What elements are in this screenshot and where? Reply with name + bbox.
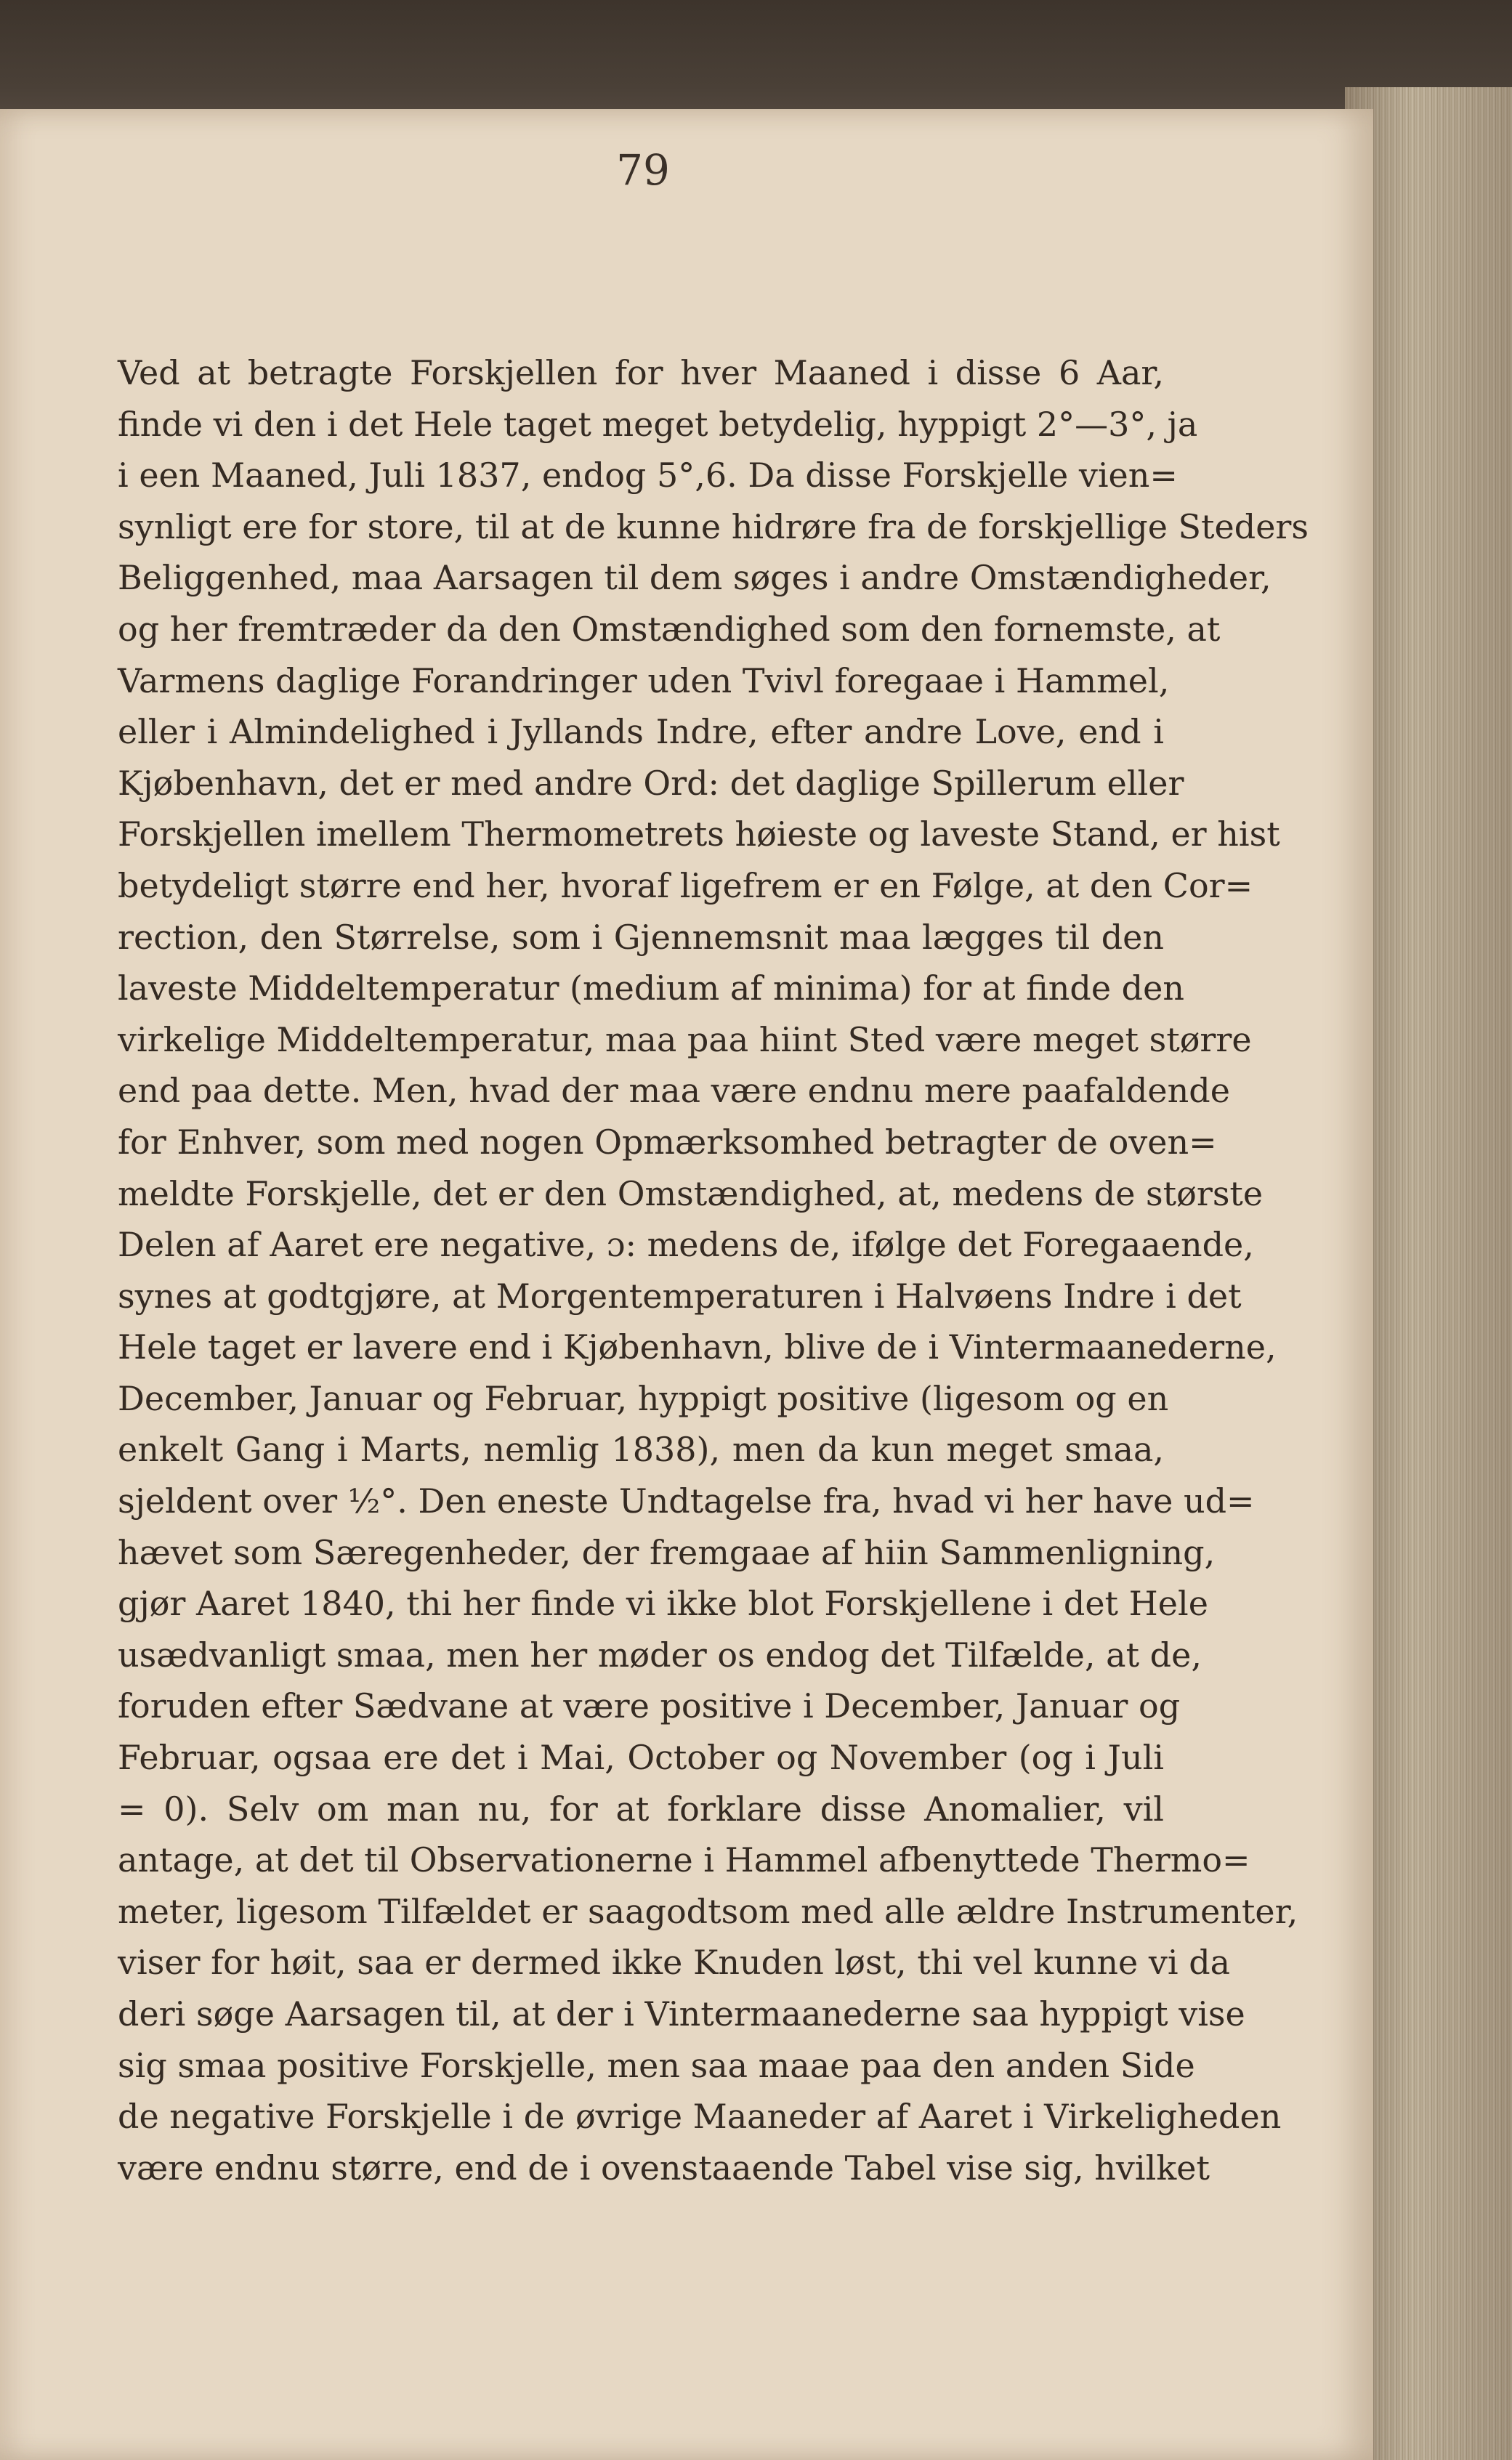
text-line: = 0). Selv om man nu, for at forklare disse Anomalier, vil: [118, 1789, 1164, 1829]
text-line: usædvanligt smaa, men her møder os endog det Tilfælde, at de,: [118, 1635, 1202, 1675]
body-text: [118, 347, 1309, 2193]
text-line: rection, den Størrelse, som i Gjennemsnit maa lægges til den: [118, 917, 1164, 957]
page-number: 79: [616, 145, 670, 195]
text-line: for Enhver, som med nogen Opmærksomhed betragter de oven=: [118, 1122, 1217, 1162]
text-line: og her fremtræder da den Omstændighed som den fornemste, at: [118, 609, 1221, 649]
text-line: Februar, ogsaa ere det i Mai, October og November (og i Juli: [118, 1738, 1164, 1778]
text-line: antage, at det til Observationerne i Hammel afbenyttede Thermo=: [118, 1840, 1250, 1880]
text-line: eller i Almindelighed i Jyllands Indre, efter andre Love, end i: [118, 712, 1164, 752]
text-line: synligt ere for store, til at de kunne hidrøre fra de forskjellige Steders: [118, 506, 1309, 546]
text-line: meter, ligesom Tilfældet er saagodtsom med alle ældre Instrumenter,: [118, 1891, 1298, 1931]
text-line: i een Maaned, Juli 1837, endog 5°,6. Da disse Forskjelle vien=: [118, 456, 1178, 495]
text-line: Varmens daglige Forandringer uden Tvivl foregaae i Hammel,: [118, 660, 1170, 700]
text-line: hævet som Særegenheder, der fremgaae af hiin Sammenligning,: [118, 1532, 1216, 1572]
text-line: de negative Forskjelle i de øvrige Maaneder af Aaret i Virkeligheden: [118, 2097, 1282, 2137]
text-line: gjør Aaret 1840, thi her finde vi ikke blot Forskjellene i det Hele: [118, 1584, 1208, 1624]
text-line: være endnu større, end de i ovenstaaende Tabel vise sig, hvilket: [118, 2148, 1210, 2188]
text-line: foruden efter Sædvane at være positive i December, Januar og: [118, 1686, 1181, 1726]
text-line: virkelige Middeltemperatur, maa paa hiint Sted være meget større: [118, 1019, 1252, 1059]
text-line: sjeldent over ½°. Den eneste Undtagelse fra, hvad vi her have ud=: [118, 1481, 1255, 1521]
text-line: enkelt Gang i Marts, nemlig 1838), men da kun meget smaa,: [118, 1430, 1164, 1470]
text-line: viser for høit, saa er dermed ikke Knuden løst, thi vel kunne vi da: [118, 1943, 1231, 1983]
text-line: meldte Forskjelle, det er den Omstændighed, at, medens de største: [118, 1173, 1264, 1213]
text-line: laveste Middeltemperatur (medium af minima) for at finde den: [118, 968, 1184, 1008]
text-line: end paa dette. Men, hvad der maa være endnu mere paafaldende: [118, 1071, 1230, 1111]
text-line: sig smaa positive Forskjelle, men saa maae paa den anden Side: [118, 2045, 1195, 2085]
text-line: finde vi den i det Hele taget meget betydelig, hyppigt 2°—3°, ja: [118, 404, 1198, 444]
text-line: Beliggenhed, maa Aarsagen til dem søges i andre Omstændigheder,: [118, 558, 1272, 598]
text-line: synes at godtgjøre, at Morgentemperaturen i Halvøens Indre i det: [118, 1276, 1242, 1316]
text-line: Delen af Aaret ere negative, ɔ: medens de, ifølge det Foregaaende,: [118, 1225, 1254, 1265]
text-line: Hele taget er lavere end i Kjøbenhavn, blive de i Vintermaanederne,: [118, 1327, 1277, 1367]
text-line: Forskjellen imellem Thermometrets høieste og laveste Stand, er hist: [118, 814, 1280, 854]
text-line: betydeligt større end her, hvoraf ligefrem er en Følge, at den Cor=: [118, 865, 1253, 905]
text-line: December, Januar og Februar, hyppigt positive (ligesom og en: [118, 1378, 1169, 1418]
text-line: deri søge Aarsagen til, at der i Vintermaanederne saa hyppigt vise: [118, 1994, 1245, 2034]
text-line: Ved at betragte Forskjellen for hver Maaned i disse 6 Aar,: [118, 353, 1164, 392]
text-line: Kjøbenhavn, det er med andre Ord: det daglige Spillerum eller: [118, 763, 1184, 803]
